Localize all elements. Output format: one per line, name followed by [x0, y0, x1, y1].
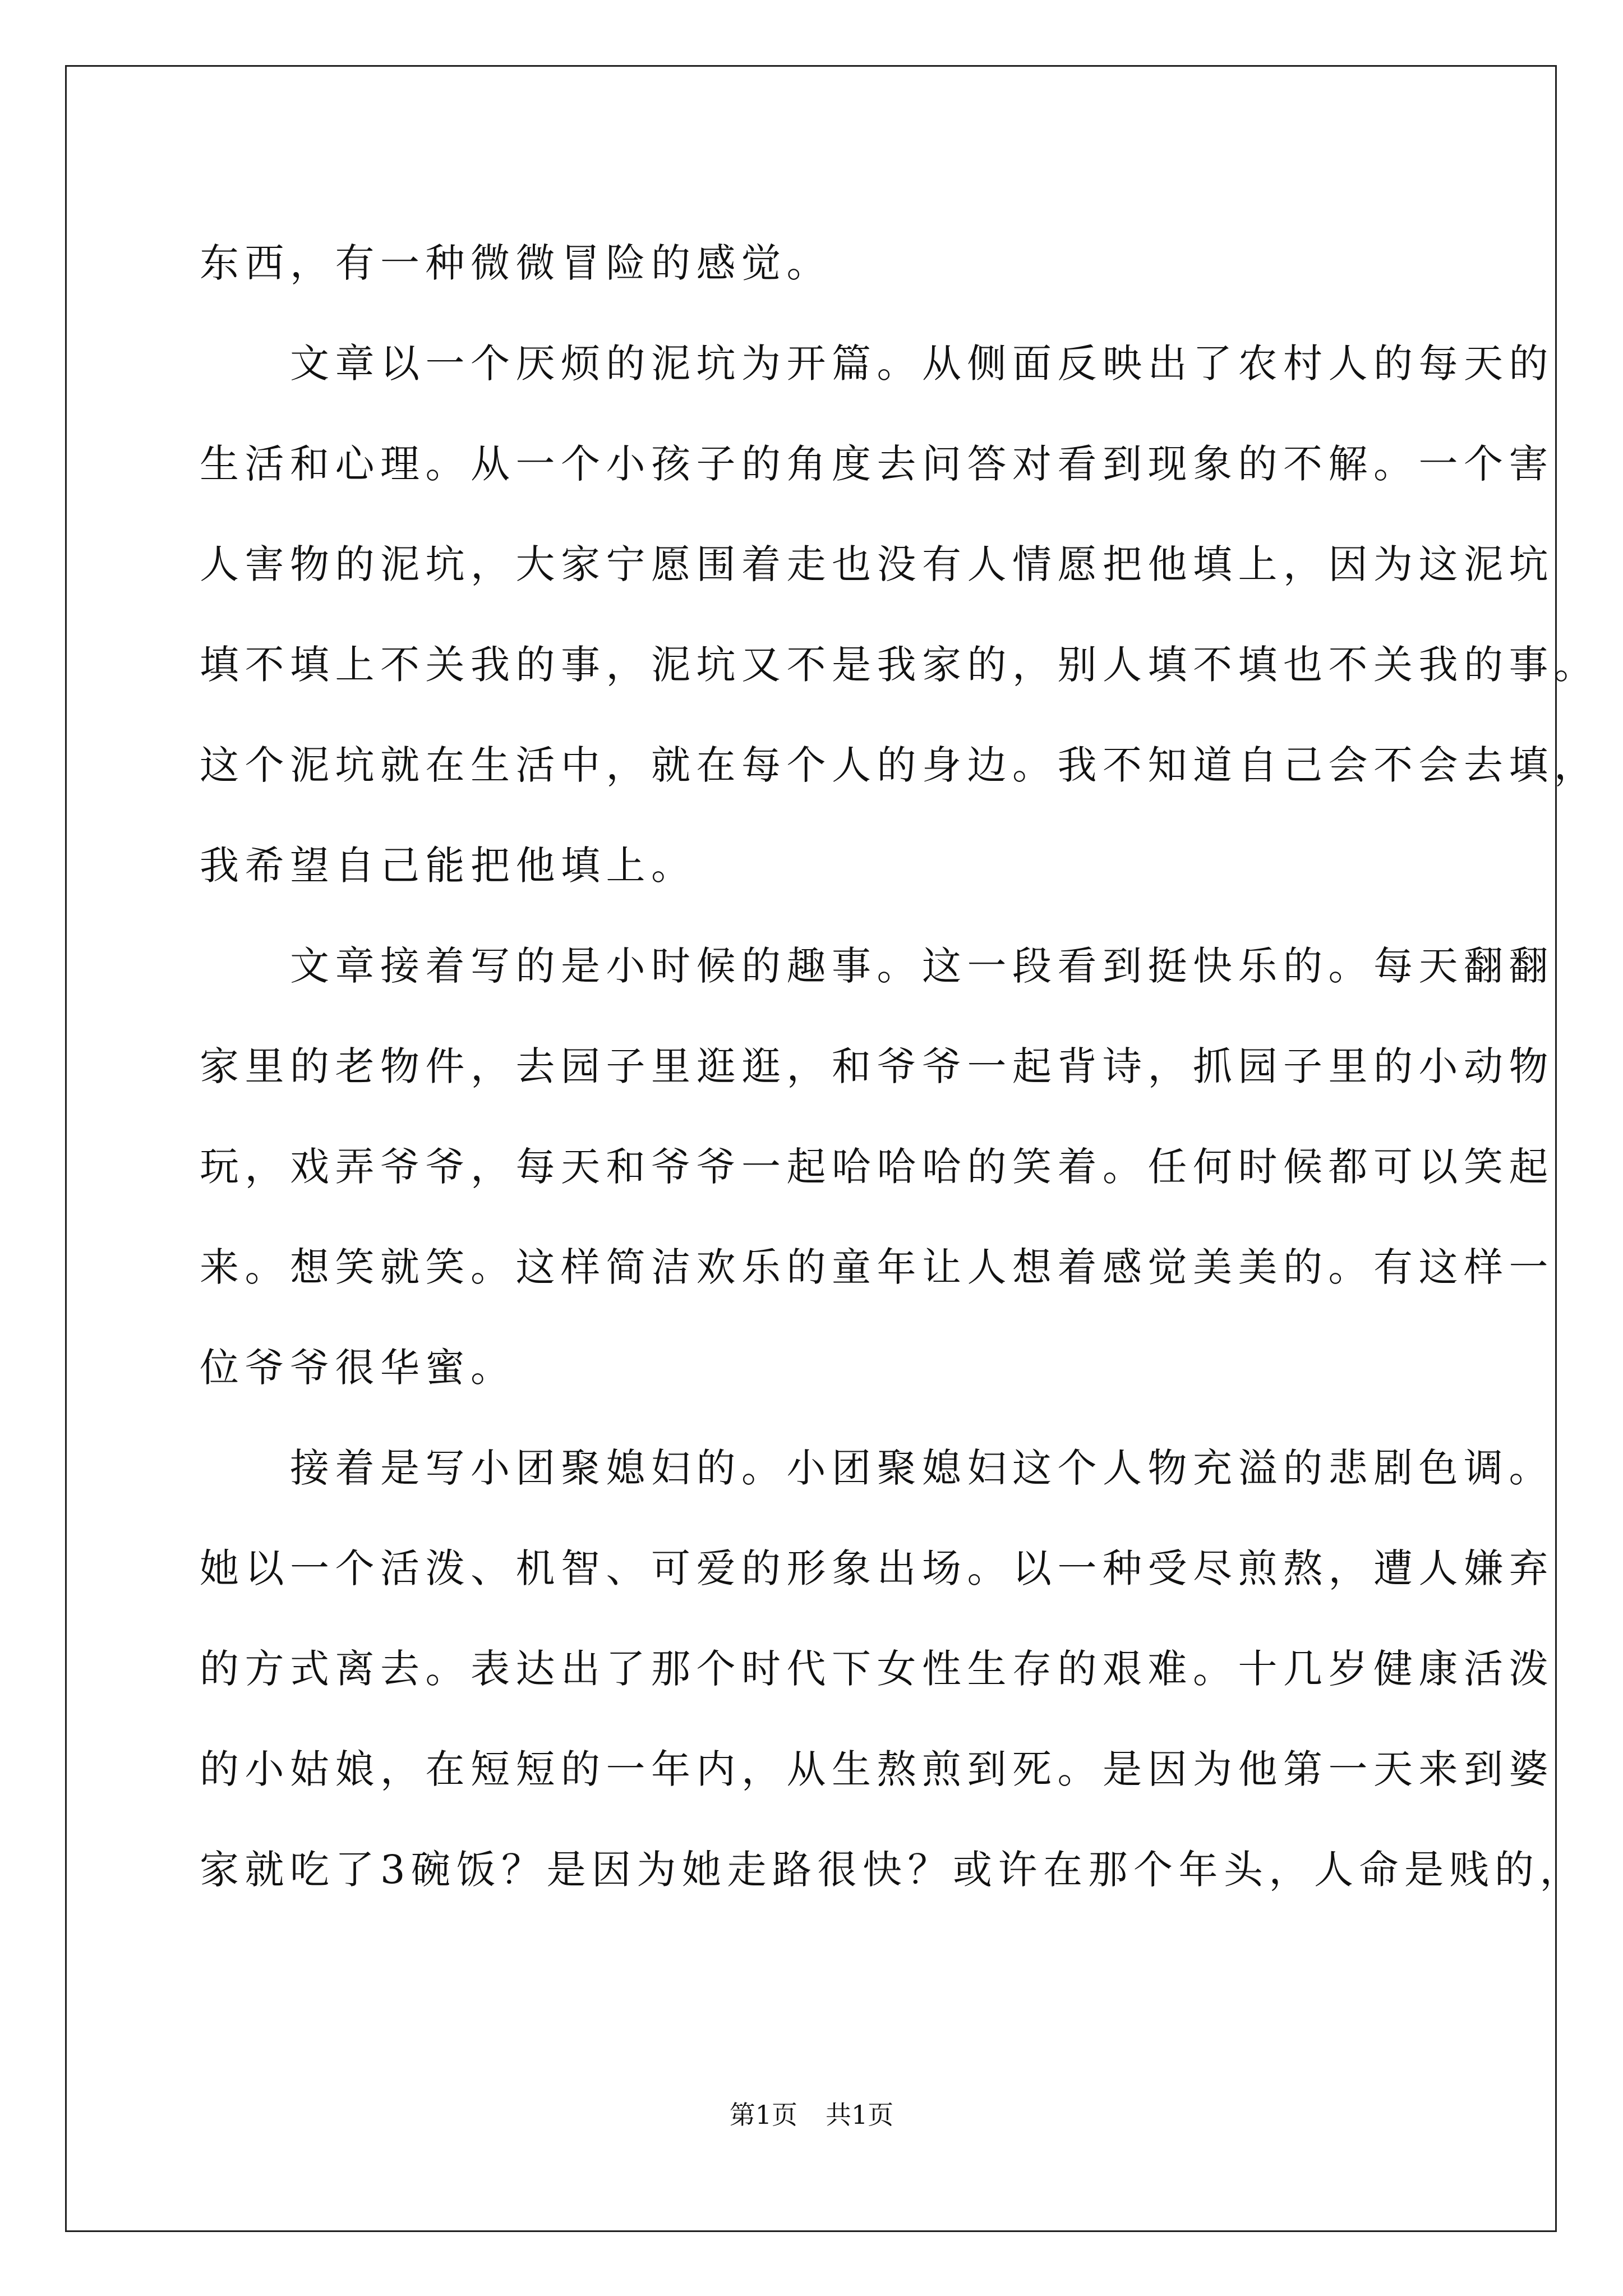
text-line-3: 生活和心理。从一个小孩子的角度去问答对看到现象的不解。一个害: [200, 441, 1554, 487]
text-line-7: 我希望自己能把他填上。: [200, 843, 697, 889]
text-line-4: 人害物的泥坑，大家宁愿围着走也没有人情愿把他填上，因为这泥坑: [200, 541, 1554, 587]
text-line-14: 她以一个活泼、机智、可爱的形象出场。以一种受尽煎熬，遭人嫌弃: [200, 1545, 1554, 1591]
page-number-current: 第1页: [729, 2100, 797, 2130]
text-line-6: 这个泥坑就在生活中，就在每个人的身边。我不知道自己会不会去填，: [200, 742, 1599, 788]
text-line-1: 东西，有一种微微冒险的感觉。: [200, 240, 832, 286]
text-line-12: 位爷爷很华蜜。: [200, 1345, 516, 1391]
text-line-9: 家里的老物件，去园子里逛逛，和爷爷一起背诗，抓园子里的小动物: [200, 1043, 1554, 1089]
text-line-10: 玩，戏弄爷爷，每天和爷爷一起哈哈哈的笑着。任何时候都可以笑起: [200, 1144, 1554, 1190]
text-line-2: 文章以一个厌烦的泥坑为开篇。从侧面反映出了农村人的每天的: [200, 341, 1554, 386]
text-line-11: 来。想笑就笑。这样简洁欢乐的童年让人想着感觉美美的。有这样一: [200, 1244, 1554, 1290]
text-line-17: 家就吃了3碗饭？是因为她走路很快？或许在那个年头，人命是贱的，: [200, 1847, 1585, 1893]
page-number-total: 共1页: [826, 2100, 894, 2130]
text-line-8: 文章接着写的是小时候的趣事。这一段看到挺快乐的。每天翻翻: [200, 943, 1554, 989]
text-line-13: 接着是写小团聚媳妇的。小团聚媳妇这个人物充溢的悲剧色调。: [200, 1445, 1554, 1491]
text-line-5: 填不填上不关我的事，泥坑又不是我家的，别人填不填也不关我的事。: [200, 642, 1599, 688]
text-line-15: 的方式离去。表达出了那个时代下女性生存的艰难。十几岁健康活泼: [200, 1646, 1554, 1692]
text-line-16: 的小姑娘，在短短的一年内，从生熬煎到死。是因为他第一天来到婆: [200, 1746, 1554, 1792]
page-footer: [0, 2098, 1623, 2132]
document-body: [200, 213, 1599, 1920]
